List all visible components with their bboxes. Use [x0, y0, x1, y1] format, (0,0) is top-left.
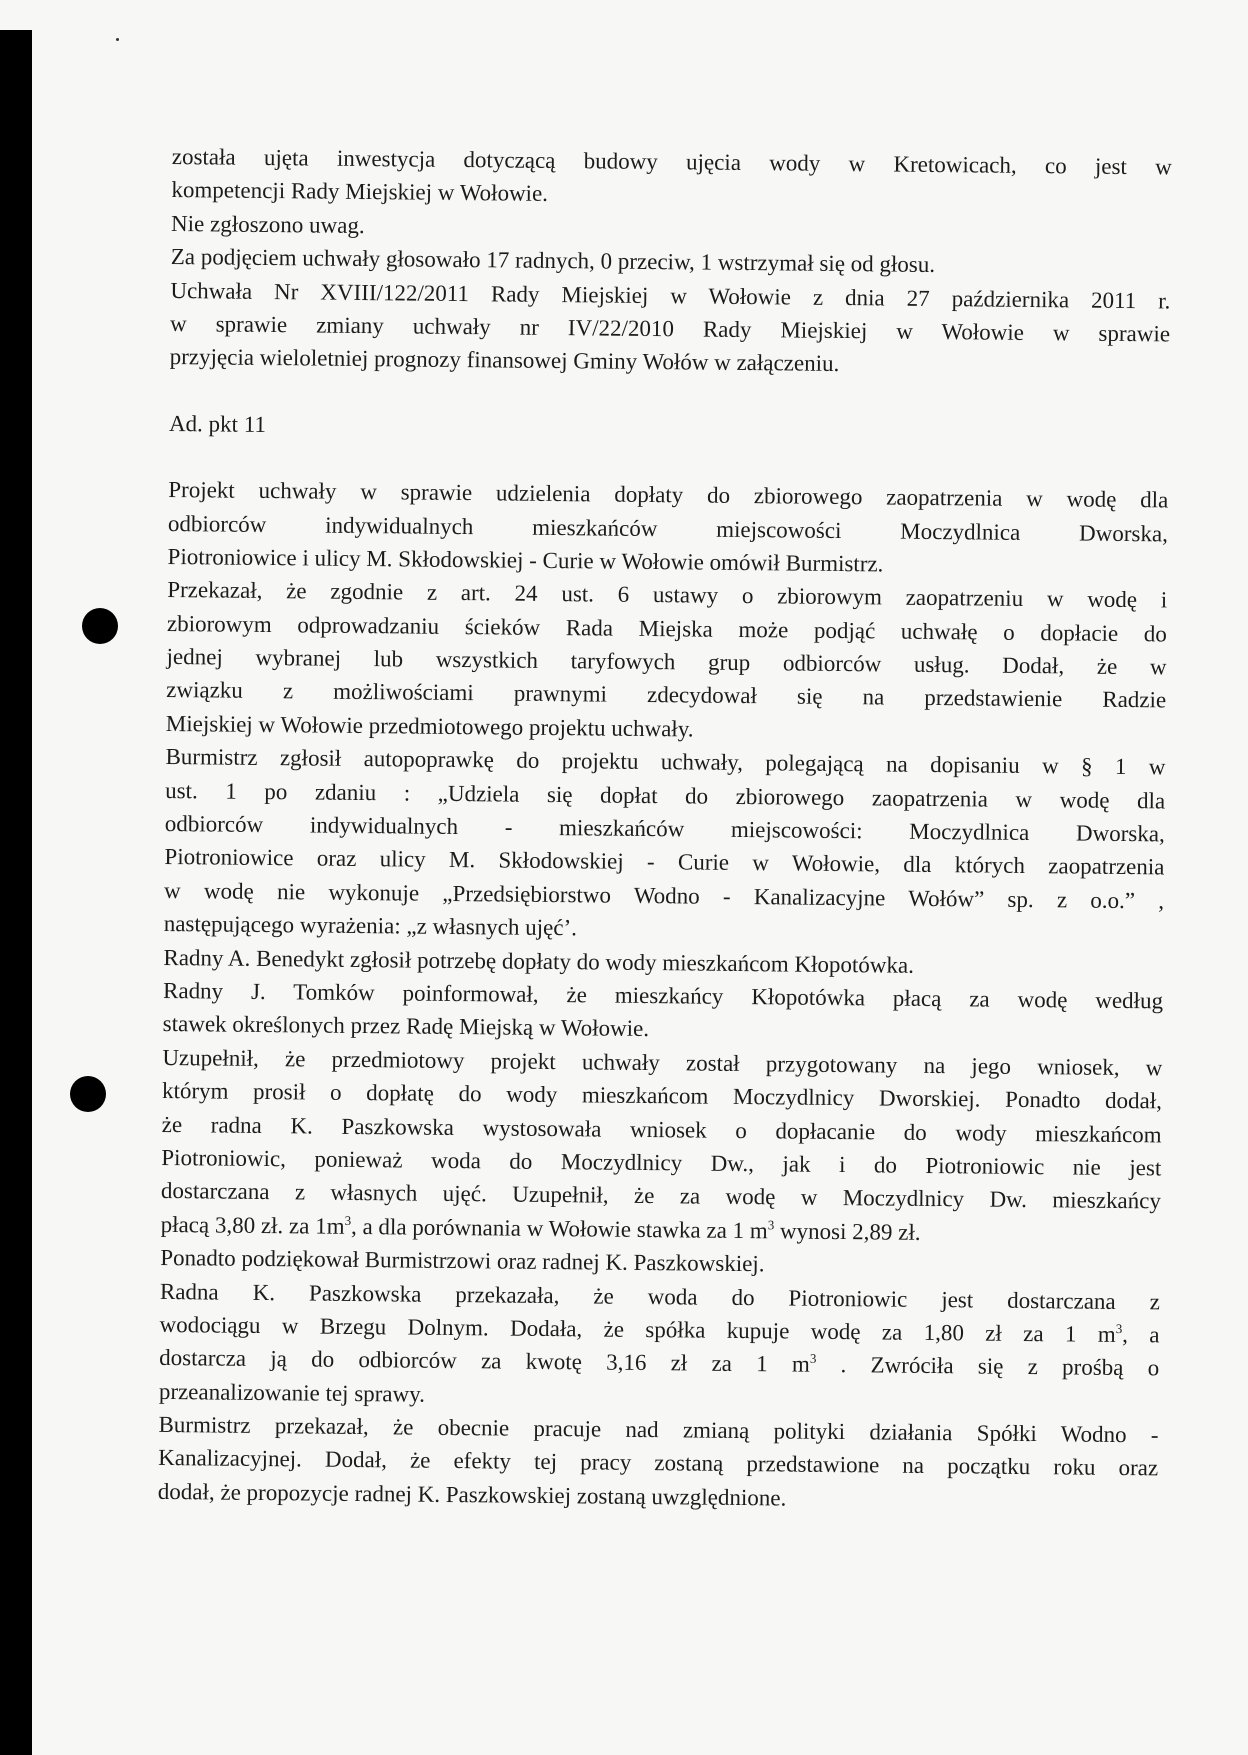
text-line: kompetencji Rady Miejskiej w Wołowie.	[171, 177, 549, 207]
text-line: jednej wybranej lub wszystkich taryfowych grup odbiorców usług. Dodał, że w	[166, 644, 1167, 680]
text-line: Radny A. Benedykt zgłosił potrzebę dopłaty do wody mieszkańcom Kłopotówka.	[163, 944, 915, 978]
text-line: przyjęcia wieloletniej prognozy finansowej Gminy Wołów w załączeniu.	[169, 344, 840, 377]
text-line: zbiorowym odprowadzaniu ścieków Rada Miejska może podjąć uchwałę o dopłacie do	[166, 610, 1168, 647]
text-line: Burmistrz zgłosił autopoprawkę do projektu uchwały, polegającą na dopisaniu w § 1 w	[165, 744, 1166, 780]
text-line: przeanalizowanie tej sprawy.	[158, 1378, 426, 1407]
punch-hole-lower	[70, 1076, 106, 1112]
text-line: Piotroniowic, ponieważ woda do Moczydlnicy Dw., jak i do Piotroniowic nie jest	[161, 1144, 1162, 1181]
text-line: związku z możliwościami prawnymi zdecydował się na przedstawienie Radzie	[166, 677, 1167, 713]
text-line: Piotroniowice i ulicy M. Skłodowskiej - Curie w Wołowie omówił Burmistrz.	[167, 543, 884, 577]
text-line: Przekazał, że zgodnie z art. 24 ust. 6 ustawy o zbiorowym zaopatrzeniu w wodę i	[167, 577, 1168, 613]
scan-top-edge	[0, 0, 1248, 30]
price-text-2: . Zwróciła się z prośbą o	[816, 1352, 1160, 1381]
text-line: odbiorców indywidualnych - mieszkańców miejscowości: Moczydlnica Dworska,	[164, 810, 1165, 847]
text-line: Uzupełnił, że przedmiotowy projekt uchwały został przygotowany na jego wniosek, w	[162, 1044, 1163, 1081]
text-line: Projekt uchwały w sprawie udzielenia dopłaty do zbiorowego zaopatrzenia w wodę dla	[168, 477, 1169, 513]
superscript: 3	[344, 1212, 352, 1228]
text-line: Miejskiej w Wołowie przedmiotowego projektu uchwały.	[165, 710, 694, 742]
text-line: Piotroniowice oraz ulicy M. Skłodowskiej - Curie w Wołowie, dla których zaopatrzenia	[164, 844, 1165, 880]
scan-speck	[116, 38, 119, 41]
superscript: 3	[1115, 1320, 1123, 1336]
punch-hole-upper	[82, 608, 118, 644]
text-line: stawek określonych przez Radę Miejską w Wołowie.	[162, 1011, 650, 1042]
superscript: 3	[809, 1351, 817, 1367]
text-line: w wodę nie wykonuje „Przedsiębiorstwo Wodno - Kanalizacyjne Wołów” sp. z o.o.” ,	[164, 877, 1165, 914]
text-line: dodał, że propozycje radnej K. Paszkowskiej zostaną uwzględnione.	[157, 1478, 787, 1511]
text-line: ust. 1 po zdaniu : „Udziela się dopłat do zbiorowego zaopatrzenia w wodę dla	[165, 777, 1166, 814]
price-text-3: wynosi 2,89 zł.	[774, 1218, 921, 1245]
text-line: Uchwała Nr XVIII/122/2011 Rady Miejskiej w Wołowie z dnia 27 października 2011 r.	[170, 277, 1171, 314]
text-line: została ujęta inwestycja dotyczącą budowy ujęcia wody w Kretowicach, co jest w	[171, 143, 1172, 180]
superscript: 3	[767, 1217, 775, 1233]
text-line: którym prosił o dopłatę do wody mieszkańcom Moczydlnicy Dworskiej. Ponadto dodał,	[161, 1078, 1163, 1114]
price-text-1: wodociągu w Brzegu Dolnym. Dodała, że spółka kupuje wodę za 1,80 zł za 1 m	[159, 1311, 1116, 1347]
text-line: że radna K. Paszkowska wystosowała wniosek o dopłacanie do wody mieszkańcom	[161, 1111, 1162, 1147]
price-text-2: , a	[1122, 1321, 1160, 1348]
text-line: Nie zgłoszono uwag.	[170, 210, 365, 238]
document-body	[158, 140, 1172, 1519]
text-line: Radna K. Paszkowska przekazała, że woda do Piotroniowic jest dostarczana z	[159, 1278, 1161, 1314]
text-line: w sprawie zmiany uchwały nr IV/22/2010 Rady Miejskiej w Wołowie w sprawie	[169, 310, 1171, 347]
text-line: Radny J. Tomków poinformował, że mieszkańcy Kłopotówka płacą za wodę według	[162, 977, 1164, 1014]
price-text-1: dostarcza ją do odbiorców za kwotę 3,16 zł za 1 m	[159, 1345, 810, 1378]
text-line: Ponadto podziękował Burmistrzowi oraz radnej K. Paszkowskiej.	[160, 1245, 765, 1277]
text-line: Burmistrz przekazał, że obecnie pracuje nad zmianą polityki działania Spółki Wodno -	[158, 1411, 1159, 1448]
section-heading: Ad. pkt 11	[168, 410, 267, 437]
price-text-2: , a dla porównania w Wołowie stawka za 1 m	[350, 1213, 768, 1244]
text-line: Za podjęciem uchwały głosowało 17 radnych, 0 przeciw, 1 wstrzymał się od głosu.	[170, 244, 936, 278]
text-line: następującego wyrażenia: „z własnych ujęć’.	[163, 911, 578, 941]
text-line: Kanalizacyjnej. Dodał, że efekty tej pracy zostaną przedstawione na początku roku oraz	[158, 1445, 1159, 1481]
text-line: odbiorców indywidualnych mieszkańców miejscowości Moczydlnica Dworska,	[167, 510, 1169, 546]
price-text-1: płacą 3,80 zł. za 1m	[160, 1211, 345, 1239]
text-line: dostarczana z własnych ujęć. Uzupełnił, że za wodę w Moczydlnicy Dw. mieszkańcy	[160, 1178, 1162, 1214]
